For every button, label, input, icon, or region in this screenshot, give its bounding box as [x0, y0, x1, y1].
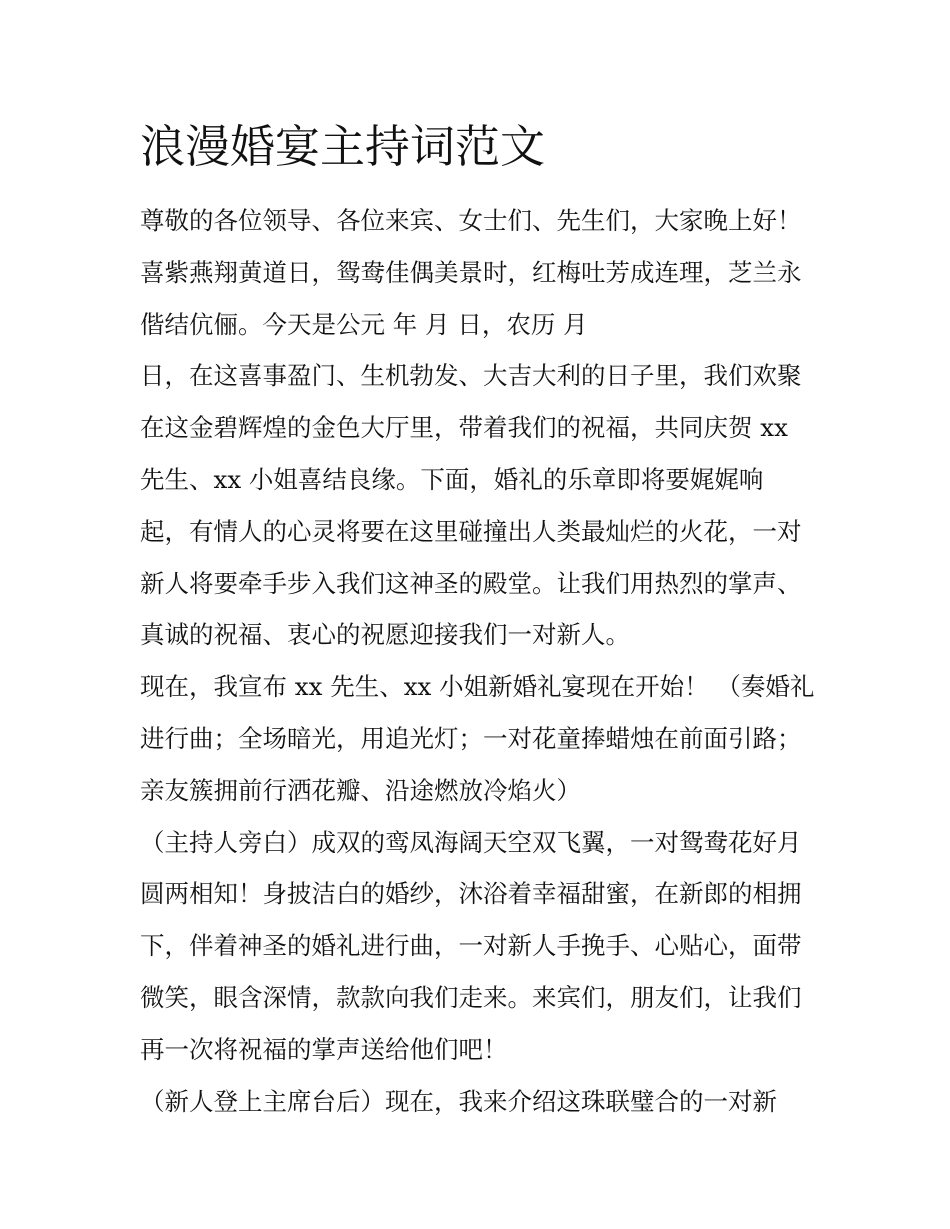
text-line: 起，有情人的心灵将要在这里碰撞出人类最灿烂的火花，一对	[140, 516, 802, 546]
document-body	[140, 195, 830, 1127]
text-line: 圆两相知！身披洁白的婚纱，沐浴着幸福甜蜜，在新郎的相拥	[140, 879, 802, 909]
text-line: 偕结伉俪。今天是公元 年 月 日，农历 月	[140, 309, 588, 339]
text-line: （新人登上主席台后）现在，我来介绍这珠联璧合的一对新	[140, 1086, 777, 1116]
text-line: 在这金碧辉煌的金色大厅里，带着我们的祝福，共同庆贺 xx	[140, 413, 788, 443]
text-line: 喜紫燕翔黄道日，鸳鸯佳偶美景时，红梅吐芳成连理，芝兰永	[140, 257, 802, 287]
document-title: 浪漫婚宴主持词范文	[140, 120, 546, 173]
text-line: 新人将要牵手步入我们这神圣的殿堂。让我们用热烈的掌声、	[140, 568, 802, 598]
text-line: 亲友簇拥前行洒花瓣、沿途燃放冷焰火）	[140, 775, 581, 805]
text-line: 下，伴着神圣的婚礼进行曲，一对新人手挽手、心贴心，面带	[140, 931, 802, 961]
text-line: 先生、xx 小姐喜结良缘。下面，婚礼的乐章即将要娓娓响	[140, 464, 764, 494]
text-line: 进行曲；全场暗光，用追光灯；一对花童捧蜡烛在前面引路；	[140, 723, 802, 753]
text-line: 日，在这喜事盈门、生机勃发、大吉大利的日子里，我们欢聚	[140, 361, 802, 391]
text-line: 微笑，眼含深情，款款向我们走来。来宾们，朋友们，让我们	[140, 982, 802, 1012]
text-line: 现在，我宣布 xx 先生、xx 小姐新婚礼宴现在开始！ （奏婚礼	[140, 672, 815, 702]
text-line: 再一次将祝福的掌声送给他们吧！	[140, 1034, 508, 1064]
text-line: 真诚的祝福、衷心的祝愿迎接我们一对新人。	[140, 620, 630, 650]
text-line: （主持人旁白）成双的鸾凤海阔天空双飞翼，一对鸳鸯花好月	[140, 827, 802, 857]
text-line: 尊敬的各位领导、各位来宾、女士们、先生们，大家晚上好！	[140, 206, 802, 235]
